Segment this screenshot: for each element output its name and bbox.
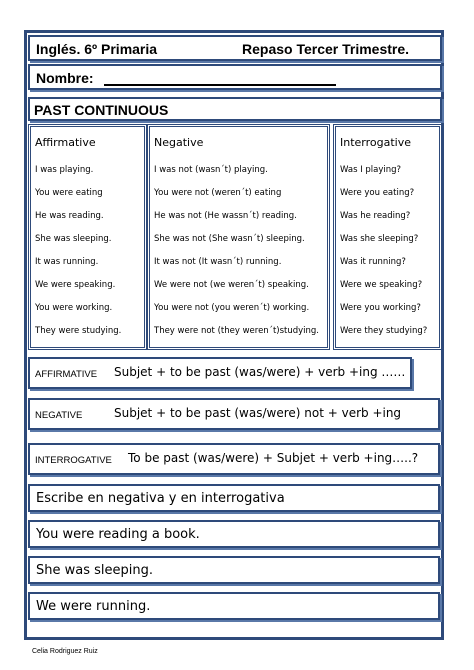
name-blank-line[interactable] — [104, 84, 336, 86]
table-row: You were not (you weren´t) working. — [154, 303, 310, 313]
table-row: Were they studying? — [340, 326, 428, 336]
rule-formula: Subjet + to be past (was/were) not + verb +ing — [114, 406, 402, 420]
affirmative-rule — [28, 357, 412, 389]
author-credit: Celia Rodriguez Ruiz — [32, 648, 98, 655]
rule-label: AFFIRMATIVE — [35, 369, 98, 380]
exercise-item[interactable] — [28, 520, 440, 548]
table-row: You were not (weren´t) eating — [154, 188, 282, 198]
table-row: Was I playing? — [340, 165, 402, 175]
worksheet-header — [28, 35, 442, 61]
exercise-instruction: Escribe en negativa y en interrogativa — [36, 491, 285, 506]
rule-formula: To be past (was/were) + Subjet + verb +ing…..? — [128, 451, 419, 465]
table-row: She was sleeping. — [35, 234, 112, 244]
name-label: Nombre: — [36, 70, 94, 86]
table-row: They were studying. — [35, 326, 122, 336]
table-row: Was it running? — [340, 257, 406, 267]
table-row: They were not (they weren´t)studying. — [154, 326, 320, 336]
exercise-item[interactable] — [28, 556, 440, 584]
affirmative-column — [28, 124, 147, 350]
name-row — [28, 64, 442, 90]
table-row: We were not (we weren´t) speaking. — [154, 280, 309, 290]
table-row: We were speaking. — [35, 280, 116, 290]
column-heading: Interrogative — [340, 136, 412, 149]
table-row: I was not (wasn´t) playing. — [154, 165, 268, 175]
column-heading: Negative — [154, 136, 204, 149]
review-label: Repaso Tercer Trimestre. — [242, 41, 410, 57]
exercise-item[interactable] — [28, 592, 440, 620]
interrogative-rule — [28, 443, 440, 475]
exercise-sentence: She was sleeping. — [36, 563, 153, 578]
section-title: PAST CONTINUOUS — [34, 102, 169, 118]
section-title-box — [28, 97, 442, 121]
negative-column — [147, 124, 330, 350]
negative-rule — [28, 398, 440, 430]
table-row: It was not (It wasn´t) running. — [154, 257, 282, 267]
table-row: He was reading. — [35, 211, 104, 221]
table-row: Were we speaking? — [340, 280, 423, 290]
exercise-sentence: We were running. — [36, 599, 151, 614]
conjugation-tables — [28, 124, 442, 350]
table-row: Were you eating? — [340, 188, 415, 198]
rule-label: INTERROGATIVE — [35, 455, 112, 466]
table-row: You were eating — [35, 188, 103, 198]
table-row: She was not (She wasn´t) sleeping. — [154, 234, 305, 244]
exercise-sentence: You were reading a book. — [36, 527, 200, 542]
table-row: It was running. — [35, 257, 99, 267]
table-row: I was playing. — [35, 165, 94, 175]
rule-formula: Subjet + to be past (was/were) + verb +ing …… — [114, 365, 406, 379]
rule-label: NEGATIVE — [35, 410, 83, 421]
table-row: You were working. — [35, 303, 113, 313]
table-row: He was not (He wassn´t) reading. — [154, 211, 297, 221]
table-row: Was she sleeping? — [340, 234, 419, 244]
interrogative-column — [333, 124, 442, 350]
exercise-instruction-box — [28, 484, 440, 512]
column-heading: Affirmative — [35, 136, 96, 149]
table-row: Were you working? — [340, 303, 421, 313]
table-row: Was he reading? — [340, 211, 411, 221]
subject-label: Inglés. 6º Primaria — [36, 41, 158, 57]
